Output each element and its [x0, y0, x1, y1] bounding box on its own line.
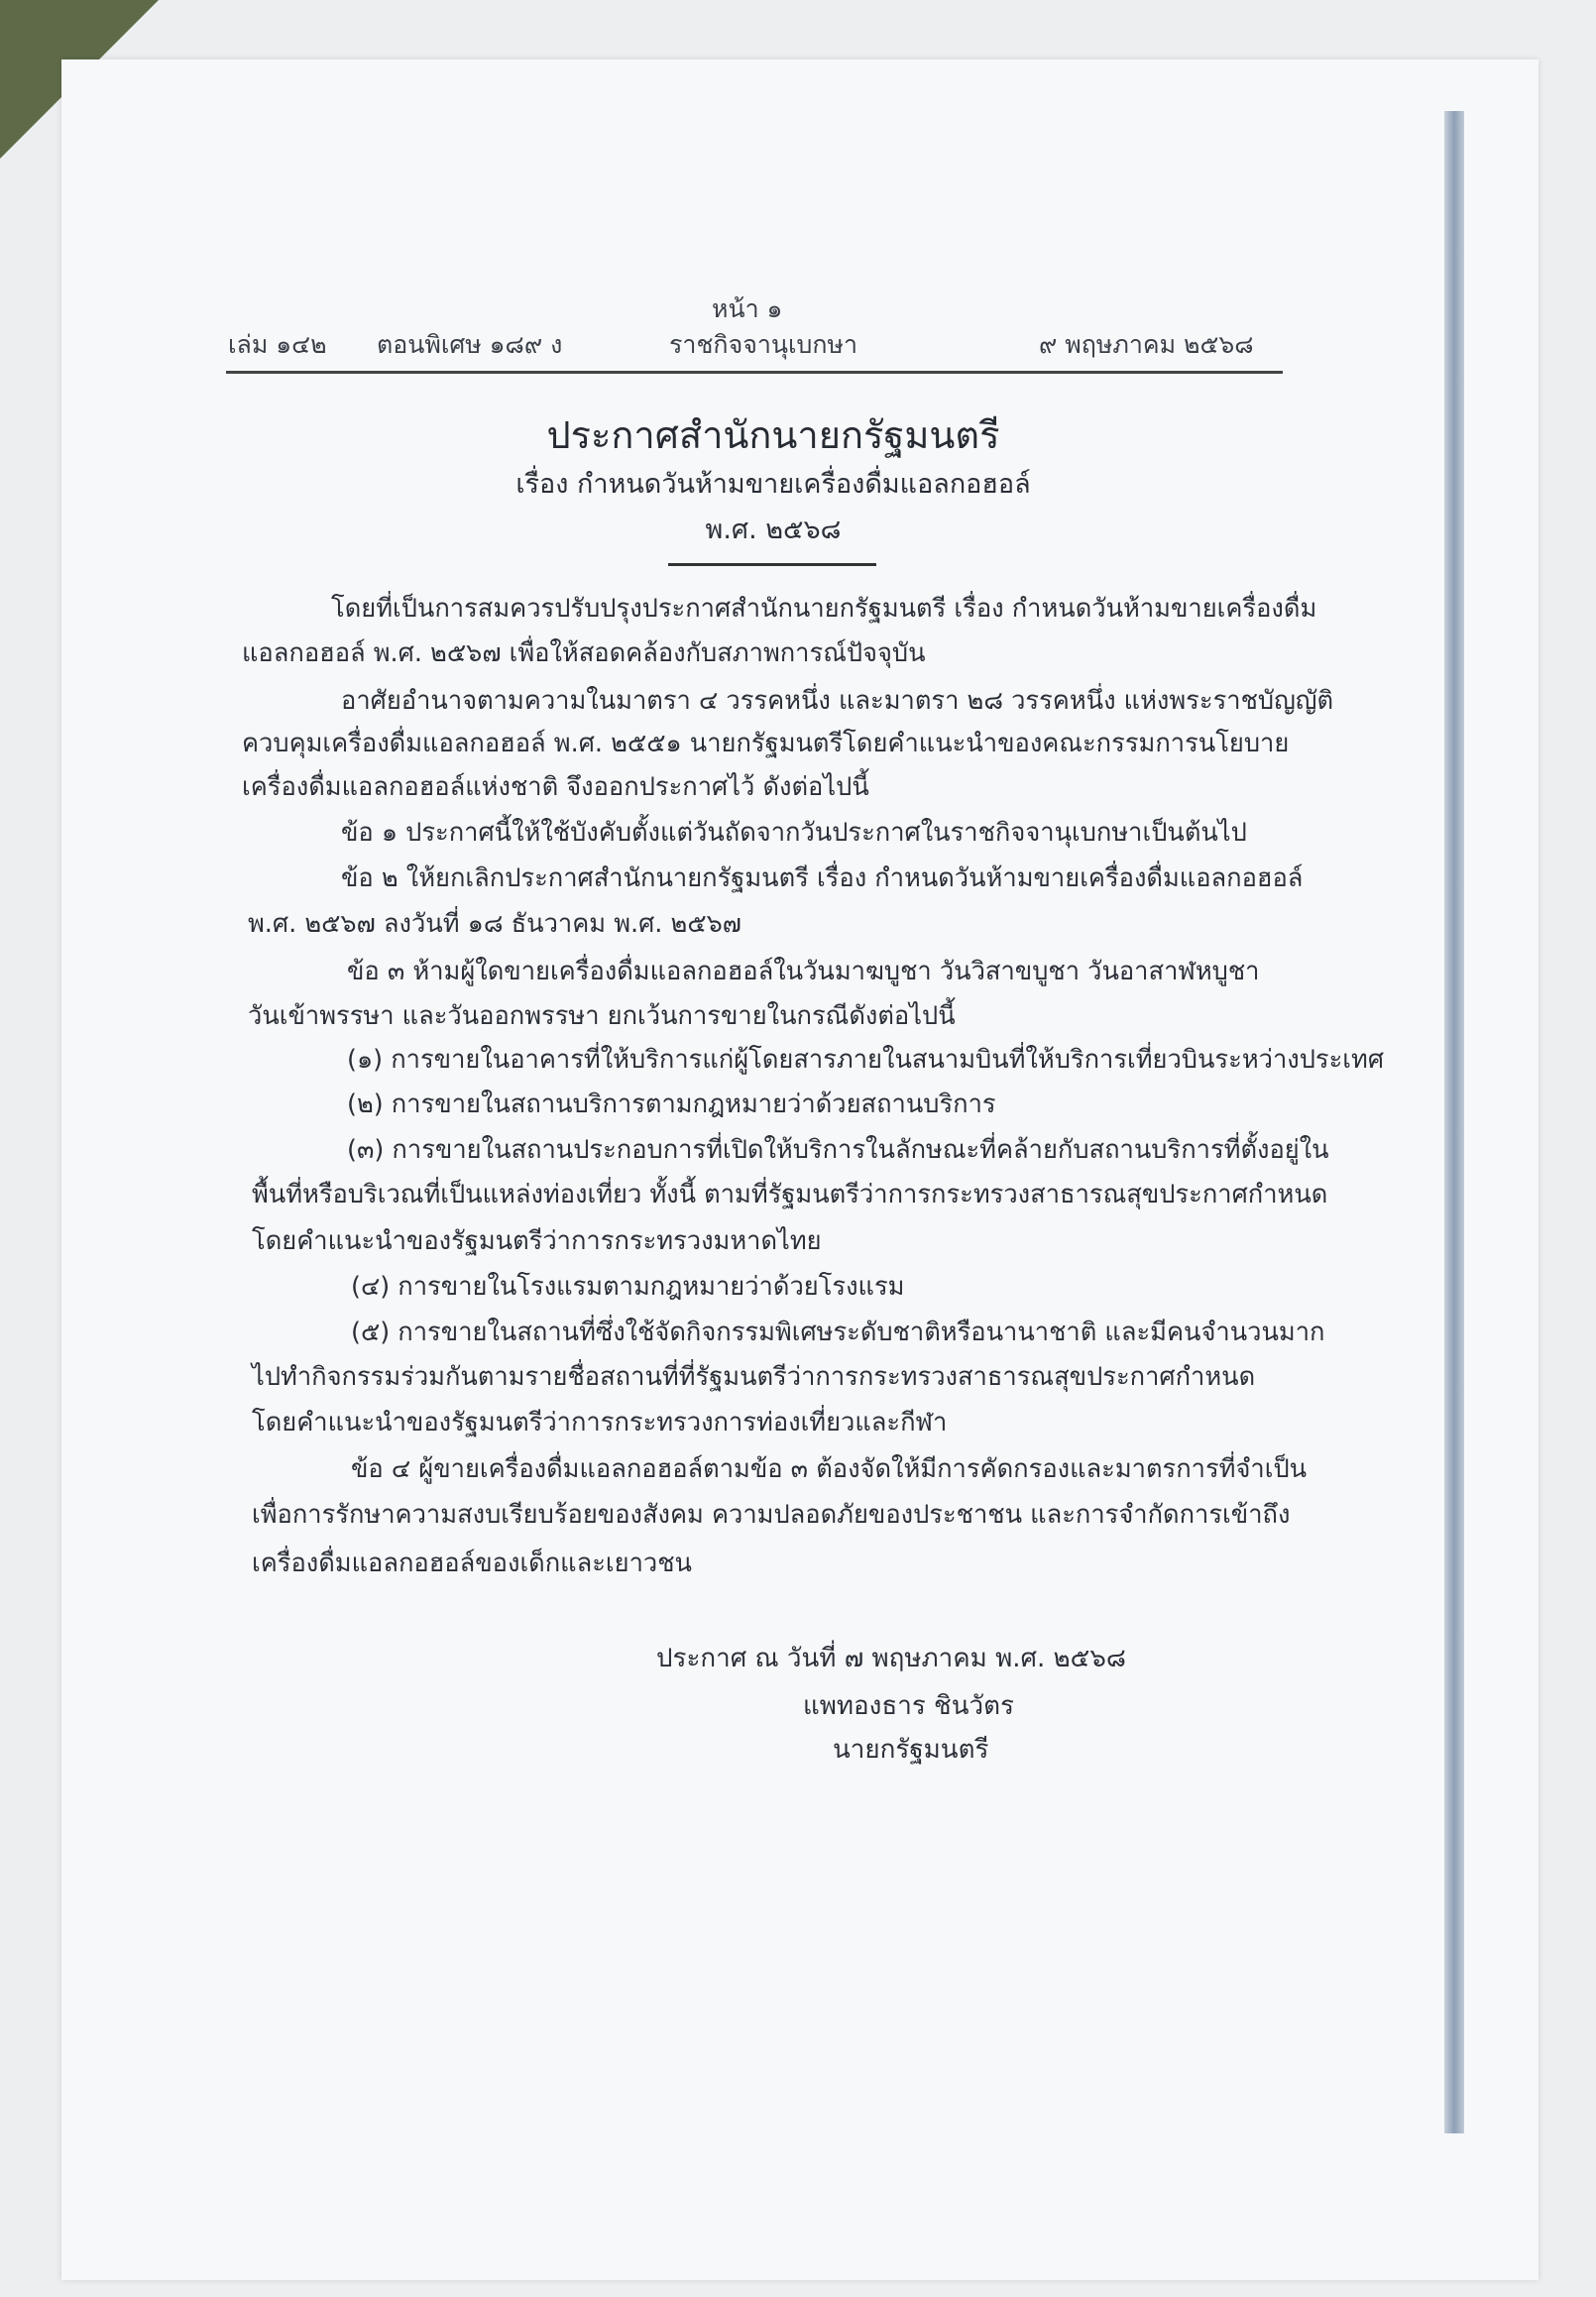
signatory-name: แพทองธาร ชินวัตร	[803, 1691, 1014, 1721]
exception-5: (๕) การขายในสถานที่ซึ่งใช้จัดกิจกรรมพิเศษระดับชาติหรือนานาชาติ และมีคนจำนวนมาก	[351, 1318, 1325, 1347]
body-line: อาศัยอำนาจตามความในมาตรา ๔ วรรคหนึ่ง และมาตรา ๒๘ วรรคหนึ่ง แห่งพระราชบัญญัติ	[341, 686, 1334, 716]
body-line: วันเข้าพรรษา และวันออกพรรษา ยกเว้นการขายในกรณีดังต่อไปนี้	[248, 1001, 956, 1031]
announcement-date: ประกาศ ณ วันที่ ๗ พฤษภาคม พ.ศ. ๒๕๖๘	[656, 1644, 1126, 1673]
gazette-date: ๙ พฤษภาคม ๒๕๖๘	[1039, 330, 1254, 359]
body-line: แอลกอฮอล์ พ.ศ. ๒๕๖๗ เพื่อให้สอดคล้องกับสภาพการณ์ปัจจุบัน	[242, 638, 926, 668]
title-rule	[668, 563, 876, 566]
document-year: พ.ศ. ๒๕๖๘	[705, 515, 842, 545]
body-line: โดยที่เป็นการสมควรปรับปรุงประกาศสำนักนายกรัฐมนตรี เรื่อง กำหนดวันห้ามขายเครื่องดื่ม	[331, 594, 1317, 624]
clause-2: ข้อ ๒ ให้ยกเลิกประกาศสำนักนายกรัฐมนตรี เรื่อง กำหนดวันห้ามขายเครื่องดื่มแอลกอฮอล์	[341, 863, 1304, 893]
clause-4: ข้อ ๔ ผู้ขายเครื่องดื่มแอลกอฮอล์ตามข้อ ๓ ต้องจัดให้มีการคัดกรองและมาตรการที่จำเป็น	[351, 1454, 1308, 1484]
exception-3: (๓) การขายในสถานประกอบการที่เปิดให้บริการในลักษณะที่คล้ายกับสถานบริการที่ตั้งอยู่ใน	[347, 1135, 1329, 1165]
exception-1: (๑) การขายในอาคารที่ให้บริการแก่ผู้โดยสารภายในสนามบินที่ให้บริการเที่ยวบินระหว่างประเทศ	[347, 1045, 1385, 1075]
body-line: โดยคำแนะนำของรัฐมนตรีว่าการกระทรวงการท่องเที่ยวและกีฬา	[252, 1408, 948, 1437]
page-number: หน้า ๑	[712, 294, 783, 323]
exception-4: (๔) การขายในโรงแรมตามกฎหมายว่าด้วยโรงแรม	[351, 1272, 905, 1302]
body-line: ควบคุมเครื่องดื่มแอลกอฮอล์ พ.ศ. ๒๕๕๑ นายกรัฐมนตรีโดยคำแนะนำของคณะกรรมการนโยบาย	[242, 729, 1290, 758]
gazette-name: ราชกิจจานุเบกษา	[669, 330, 858, 359]
gazette-volume: เล่ม ๑๔๒	[228, 330, 327, 359]
page-edge-shadow	[1444, 111, 1464, 2133]
body-line: พื้นที่หรือบริเวณที่เป็นแหล่งท่องเที่ยว ทั้งนี้ ตามที่รัฐมนตรีว่าการกระทรวงสาธารณสุขประกาศกำหนด	[252, 1180, 1328, 1209]
clause-3: ข้อ ๓ ห้ามผู้ใดขายเครื่องดื่มแอลกอฮอล์ในวันมาฆบูชา วันวิสาขบูชา วันอาสาฬหบูชา	[347, 957, 1260, 986]
signatory-position: นายกรัฐมนตรี	[833, 1735, 989, 1765]
clause-1: ข้อ ๑ ประกาศนี้ให้ใช้บังคับตั้งแต่วันถัดจากวันประกาศในราชกิจจานุเบกษาเป็นต้นไป	[341, 818, 1247, 848]
body-line: เครื่องดื่มแอลกอฮอล์แห่งชาติ จึงออกประกาศไว้ ดังต่อไปนี้	[242, 772, 869, 802]
exception-2: (๒) การขายในสถานบริการตามกฎหมายว่าด้วยสถานบริการ	[347, 1090, 996, 1119]
header-rule	[226, 371, 1283, 374]
document-title: ประกาศสำนักนายกรัฐมนตรี	[546, 413, 1000, 457]
body-line: ไปทำกิจกรรมร่วมกันตามรายชื่อสถานที่ที่รัฐมนตรีว่าการกระทรวงสาธารณสุขประกาศกำหนด	[252, 1362, 1256, 1392]
document-subject: เรื่อง กำหนดวันห้ามขายเครื่องดื่มแอลกอฮอล์	[515, 469, 1031, 500]
body-line: เพื่อการรักษาความสงบเรียบร้อยของสังคม ความปลอดภัยของประชาชน และการจำกัดการเข้าถึง	[252, 1500, 1291, 1530]
body-line: เครื่องดื่มแอลกอฮอล์ของเด็กและเยาวชน	[252, 1549, 692, 1578]
gazette-issue: ตอนพิเศษ ๑๘๙ ง	[377, 330, 563, 359]
body-line: โดยคำแนะนำของรัฐมนตรีว่าการกระทรวงมหาดไทย	[252, 1226, 822, 1256]
body-line: พ.ศ. ๒๕๖๗ ลงวันที่ ๑๘ ธันวาคม พ.ศ. ๒๕๖๗	[248, 909, 741, 939]
